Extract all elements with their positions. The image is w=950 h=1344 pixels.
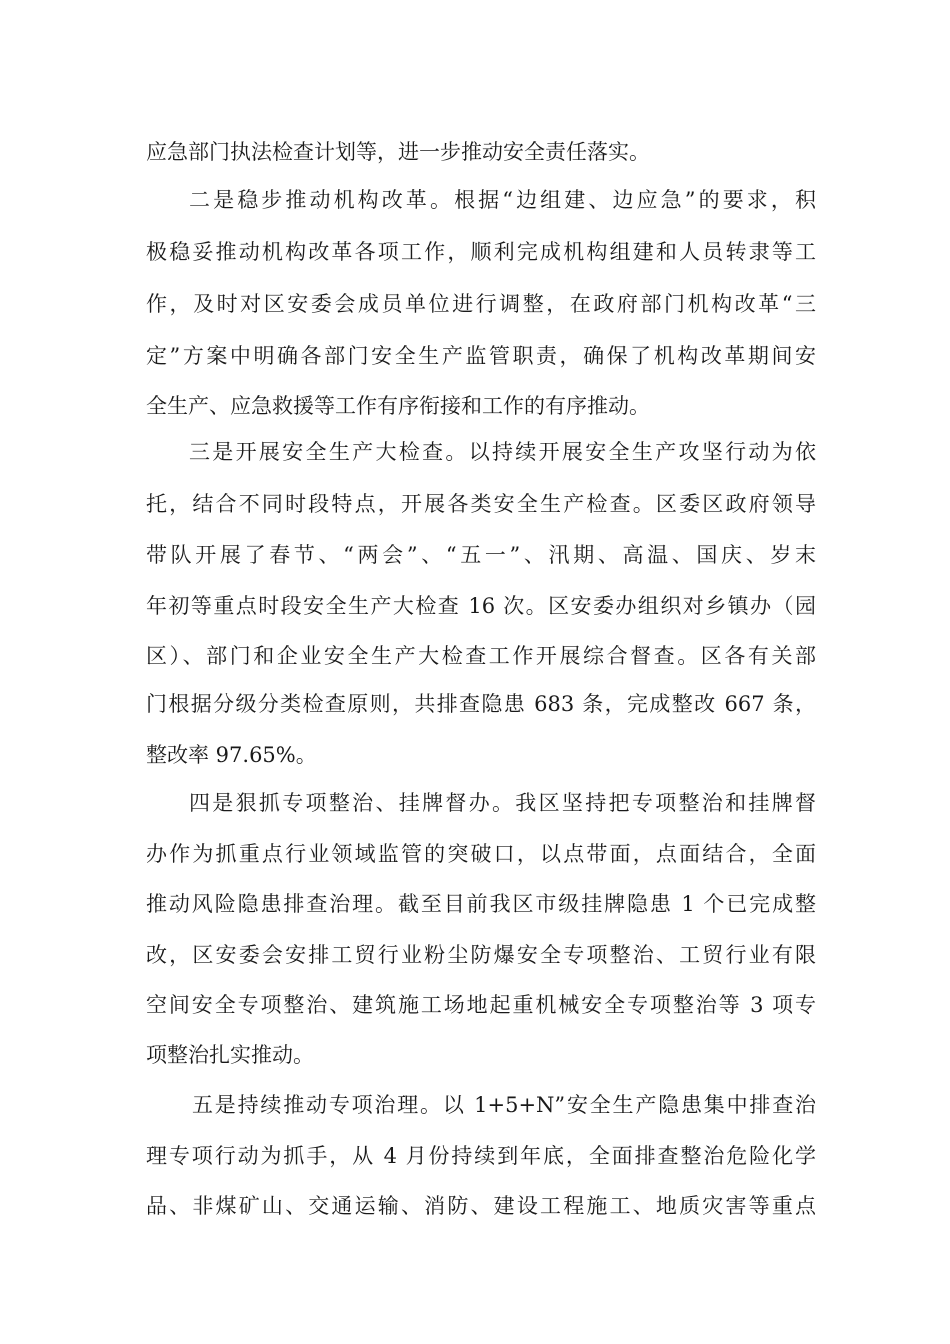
text-line: 门根据分级分类检查原则，共排查隐患 683 条，完成整改 667 条，: [146, 692, 816, 716]
text-line: 改，区安委会安排工贸行业粉尘防爆安全专项整治、工贸行业有限: [146, 943, 816, 967]
text-line: 带队开展了春节、“两会”、“五一”、汛期、高温、国庆、岁末: [146, 543, 816, 567]
paragraph-start-line: 四是狠抓专项整治、挂牌督办。我区坚持把专项整治和挂牌督: [189, 791, 816, 815]
text-line: 作，及时对区安委会成员单位进行调整，在政府部门机构改革“三: [146, 292, 816, 316]
text-line: 年初等重点时段安全生产大检查 16 次。区安委办组织对乡镇办（园: [146, 594, 816, 618]
text-line: 项整治扎实推动。: [146, 1043, 314, 1067]
paragraph-start-line: 三是开展安全生产大检查。以持续开展安全生产攻坚行动为依: [189, 440, 816, 464]
text-line: 区）、部门和企业安全生产大检查工作开展综合督查。区各有关部: [146, 644, 816, 668]
paragraph-start-line: 二是稳步推动机构改革。根据“边组建、边应急”的要求，积: [189, 188, 816, 212]
text-line: 办作为抓重点行业领域监管的突破口，以点带面，点面结合，全面: [146, 842, 816, 866]
text-line: 推动风险隐患排查治理。截至目前我区市级挂牌隐患 1 个已完成整: [146, 892, 816, 916]
paragraph-start-line: 五是持续推动专项治理。以 1+5+N”安全生产隐患集中排查治: [192, 1093, 816, 1117]
text-line: 整改率 97.65%。: [146, 743, 317, 767]
text-line: 应急部门执法检查计划等，进一步推动安全责任落实。: [146, 140, 650, 164]
text-line: 空间安全专项整治、建筑施工场地起重机械安全专项整治等 3 项专: [146, 993, 816, 1017]
text-line: 极稳妥推动机构改革各项工作，顺利完成机构组建和人员转隶等工: [146, 240, 816, 264]
text-line: 全生产、应急救援等工作有序衔接和工作的有序推动。: [146, 394, 650, 418]
text-line: 托，结合不同时段特点，开展各类安全生产检查。区委区政府领导: [146, 492, 816, 516]
text-line: 定”方案中明确各部门安全生产监管职责，确保了机构改革期间安: [146, 344, 816, 368]
text-line: 理专项行动为抓手，从 4 月份持续到年底，全面排查整治危险化学: [146, 1144, 816, 1168]
text-line: 品、非煤矿山、交通运输、消防、建设工程施工、地质灾害等重点: [146, 1194, 816, 1218]
